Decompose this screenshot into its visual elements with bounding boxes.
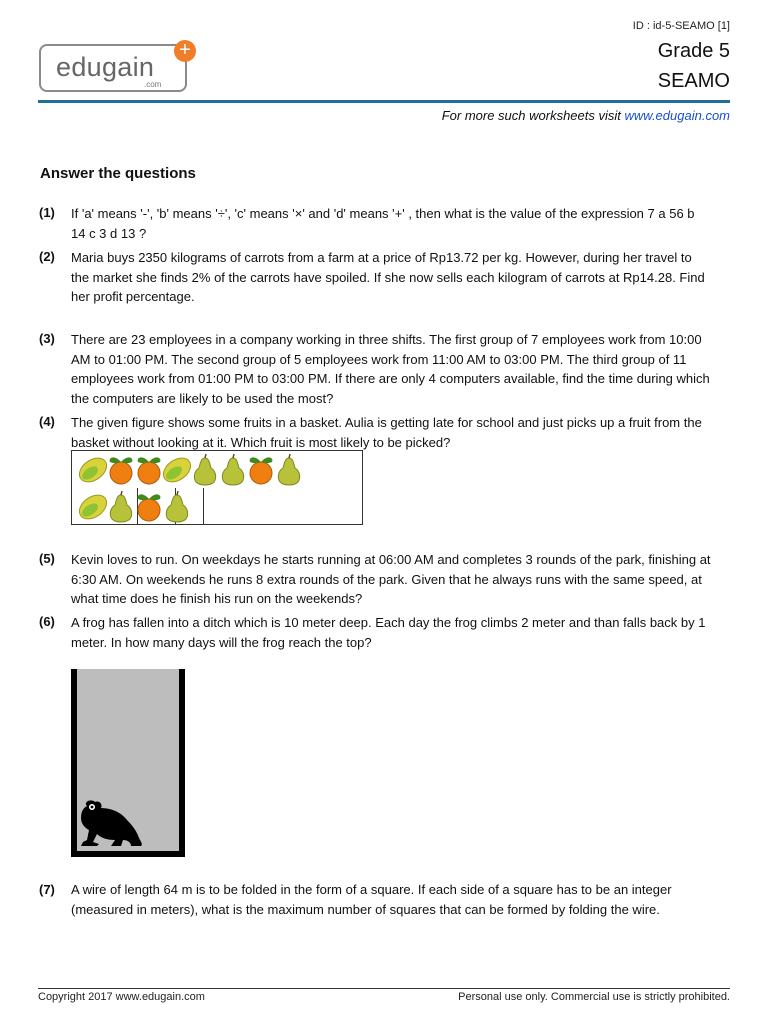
question-number-7: (7): [39, 882, 55, 897]
edugain-link[interactable]: www.edugain.com: [624, 108, 730, 123]
logo-text: edugain: [56, 52, 155, 82]
grade-label: Grade 5: [657, 40, 730, 62]
footer-divider: [38, 988, 730, 989]
frog-icon: [77, 798, 145, 848]
question-text-5: Kevin loves to run. On weekdays he starts running at 06:00 AM and completes 3 rounds of the park, finishing at 6:30 AM. On weekends he runs 8 extra rounds of the park. Given that he always runs with the same speed, at what time does he finish his run on the weekends?: [71, 552, 711, 607]
question-number-5: (5): [39, 551, 55, 566]
document-id: ID : id-5-SEAMO [1]: [632, 20, 730, 32]
question-text-6: A frog has fallen into a ditch which is 10 meter deep. Each day the frog climbs 2 meter and than falls back by 1 meter. In how many days will the frog reach the top?: [71, 615, 706, 650]
pear-icon: [272, 452, 306, 486]
question-number-2: (2): [39, 249, 55, 264]
footer-notice: Personal use only. Commercial use is strictly prohibited.: [458, 991, 730, 1003]
logo-domain: .com: [144, 80, 162, 89]
question-number-4: (4): [39, 414, 55, 429]
pear-icon: [160, 489, 194, 523]
question-text-3: There are 23 employees in a company working in three shifts. The first group of 7 employees work from 10:00 AM to 01:00 PM. The second group of 5 employees work from 11:00 AM to 03:00 PM. The third group of 11 employees work from 01:00 PM to 03:00 PM. If there are only 4 computers available, find the time during which the computers are likely to be used the most?: [71, 332, 710, 406]
footer-copyright: Copyright 2017 www.edugain.com: [38, 991, 205, 1003]
worksheet-promo-text: For more such worksheets visit: [441, 108, 621, 123]
question-number-6: (6): [39, 614, 55, 629]
worksheet-promo: [442, 108, 730, 123]
question-text-4: The given figure shows some fruits in a basket. Aulia is getting late for school and just picks up a fruit from the basket without looking at it. Which fruit is most likely to be picked?: [71, 415, 702, 450]
header-divider: [38, 100, 730, 103]
table-divider: [203, 488, 204, 525]
subject-label: SEAMO: [657, 70, 730, 92]
question-number-3: (3): [39, 331, 55, 346]
section-title: Answer the questions: [40, 165, 196, 182]
logo-plus-icon: +: [174, 40, 196, 62]
question-text-2: Maria buys 2350 kilograms of carrots from a farm at a price of Rp13.72 per kg. However, during her travel to the market she finds 2% of the carrots have spoiled. If she now sells each kilogram of carrots at Rp14.28. Find her profit percentage.: [71, 250, 705, 305]
question-text-1: If 'a' means '-', 'b' means '÷', 'c' means '×' and 'd' means '+' , then what is the value of the expression 7 a 56 b 14 c 3 d 13 ?: [71, 206, 695, 241]
question-text-7: A wire of length 64 m is to be folded in the form of a square. If each side of a square has to be an integer (measured in meters), what is the maximum number of squares that can be formed by folding the wire.: [71, 882, 672, 917]
fruit-basket-figure: [71, 450, 363, 525]
question-number-1: (1): [39, 205, 55, 220]
